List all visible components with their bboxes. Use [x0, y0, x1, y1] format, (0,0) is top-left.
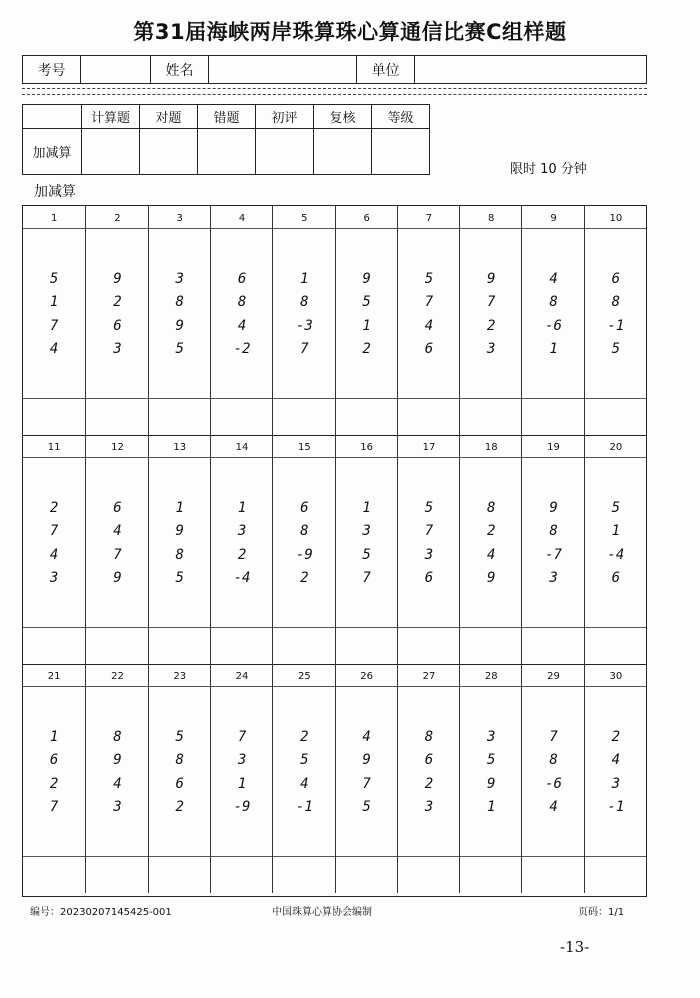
problem-digit: 2 [49, 500, 59, 516]
problem-digit: 8 [175, 547, 184, 563]
problem-digit: 8 [549, 752, 558, 768]
problem-number: 20 [609, 442, 623, 453]
score-table [22, 104, 430, 175]
problem-column [335, 435, 398, 664]
problem-digit: 7 [362, 776, 371, 792]
problem-digit: 2 [113, 294, 122, 310]
problem-digit: 8 [113, 729, 122, 745]
problem-digit: -4 [607, 547, 625, 563]
score-cell[interactable] [372, 129, 430, 175]
answer-cell[interactable] [149, 857, 211, 893]
score-header: 错题 [198, 105, 256, 129]
problem-digit: 1 [487, 799, 496, 815]
problem-digit: 6 [424, 752, 434, 768]
problem-column [272, 435, 335, 664]
problem-digit: 1 [49, 294, 59, 310]
problem-digit: 6 [113, 318, 122, 334]
problem-digit: 6 [424, 341, 434, 357]
score-header: 初评 [256, 105, 314, 129]
exam-no-label: 考号 [23, 56, 81, 83]
problem-digit: 4 [237, 318, 247, 334]
problem-digit: 7 [424, 523, 434, 539]
problem-digit: 1 [49, 729, 59, 745]
answer-cell[interactable] [336, 399, 398, 435]
problem-digit: 5 [487, 752, 496, 768]
footer-code: 编号：20230207145425-001 [30, 907, 172, 918]
problem-column [584, 435, 647, 664]
problem-number: 27 [422, 671, 436, 682]
problem-digit: 4 [49, 547, 59, 563]
problem-digit: -9 [233, 799, 251, 815]
problem-digit: 9 [549, 500, 558, 516]
problem-digit: 1 [237, 776, 247, 792]
footer-publisher: 中国珠算心算协会编制 [272, 907, 372, 918]
problem-number: 17 [422, 442, 436, 453]
problem-number: 14 [235, 442, 249, 453]
problem-digit: 2 [362, 341, 371, 357]
score-cell[interactable] [256, 129, 314, 175]
answer-cell[interactable] [86, 857, 148, 893]
problem-digit: 1 [175, 500, 184, 516]
problem-digit: 5 [362, 799, 371, 815]
problem-digit: 4 [113, 523, 122, 539]
problem-digit: 5 [611, 341, 621, 357]
problem-digit: 3 [611, 776, 621, 792]
problem-column [584, 664, 647, 893]
problem-digit: 3 [549, 570, 558, 586]
problem-digit: 3 [424, 799, 434, 815]
score-cell[interactable] [198, 129, 256, 175]
answer-cell[interactable] [585, 857, 647, 893]
score-cell[interactable] [82, 129, 140, 175]
answer-cell[interactable] [460, 628, 522, 664]
problem-digit: 5 [175, 729, 184, 745]
problem-digit: 9 [175, 523, 184, 539]
problem-digit: -3 [295, 318, 313, 334]
problem-number: 22 [111, 671, 124, 682]
problem-number: 13 [173, 442, 187, 453]
problem-digit: 3 [487, 341, 496, 357]
problem-digit: 8 [549, 294, 558, 310]
answer-cell[interactable] [522, 628, 584, 664]
score-cell[interactable] [314, 129, 372, 175]
problem-digit: -6 [545, 776, 562, 792]
problem-number: 12 [111, 442, 124, 453]
problem-digit: 3 [487, 729, 496, 745]
problem-digit: 7 [487, 294, 496, 310]
problem-digit: 6 [49, 752, 59, 768]
problem-digit: 9 [113, 271, 122, 287]
problem-column [459, 664, 522, 893]
problem-digit: 5 [424, 271, 434, 287]
problem-digit: 1 [300, 271, 309, 287]
problem-number: 19 [547, 442, 560, 453]
problem-number: 11 [47, 442, 61, 453]
page-title: 第31届海峡两岸珠算珠心算通信比赛C组样题 [133, 20, 567, 44]
answer-cell[interactable] [273, 857, 335, 893]
problem-digit: 8 [175, 752, 184, 768]
answer-cell[interactable] [149, 628, 211, 664]
problem-digit: 7 [424, 294, 434, 310]
problem-column [23, 206, 85, 435]
footer-page: 页码：1/1 [578, 907, 625, 918]
answer-cell[interactable] [336, 628, 398, 664]
problem-digit: 6 [237, 271, 247, 287]
score-header: 计算题 [82, 105, 140, 129]
problem-column [584, 206, 647, 435]
problem-digit: 9 [487, 776, 496, 792]
problem-digit: 1 [237, 500, 247, 516]
answer-cell[interactable] [273, 399, 335, 435]
problem-digit: 2 [49, 776, 59, 792]
problem-digit: 4 [611, 752, 621, 768]
time-limit: 限时 10 分钟 [510, 162, 587, 177]
problem-number: 26 [360, 671, 374, 682]
unit-field[interactable] [415, 56, 646, 83]
name-label: 姓名 [151, 56, 209, 83]
problem-column [23, 664, 85, 893]
problem-column [521, 206, 584, 435]
problem-column [210, 435, 273, 664]
problem-column [85, 664, 148, 893]
problem-block [23, 435, 646, 664]
problem-number: 28 [484, 671, 498, 682]
answer-cell[interactable] [149, 399, 211, 435]
problem-digit: 6 [113, 500, 122, 516]
problem-digit: 2 [487, 318, 496, 334]
problem-digit: 8 [300, 523, 309, 539]
problem-digit: 3 [424, 547, 434, 563]
problem-digit: 6 [175, 776, 184, 792]
problem-digit: 9 [175, 318, 184, 334]
answer-cell[interactable] [23, 399, 85, 435]
problem-digit: 4 [300, 776, 309, 792]
problem-digit: 3 [237, 752, 247, 768]
problem-digit: 7 [49, 523, 59, 539]
problem-column [148, 435, 211, 664]
problem-digit: 7 [237, 729, 247, 745]
problem-number: 7 [425, 213, 433, 224]
problem-digit: 6 [424, 570, 434, 586]
problem-number: 2 [114, 213, 121, 224]
problem-digit: 2 [487, 523, 496, 539]
problem-digit: 9 [113, 752, 122, 768]
score-header: 对题 [140, 105, 198, 129]
problem-column [23, 435, 85, 664]
problem-number: 23 [173, 671, 187, 682]
answer-cell[interactable] [398, 399, 460, 435]
problem-column [459, 206, 522, 435]
problem-digit: 2 [611, 729, 621, 745]
exam-no-field[interactable] [81, 56, 151, 83]
problem-digit: 4 [113, 776, 122, 792]
problem-block [23, 664, 646, 893]
problem-column [397, 206, 460, 435]
problem-digit: 8 [175, 294, 184, 310]
problem-digit: 5 [49, 271, 59, 287]
answer-cell[interactable] [86, 628, 148, 664]
problem-block [23, 206, 646, 435]
problem-digit: -9 [295, 547, 313, 563]
answer-cell[interactable] [211, 399, 273, 435]
problem-digit: 9 [113, 570, 122, 586]
problem-column [85, 206, 148, 435]
problem-digit: 6 [611, 570, 621, 586]
problem-column [397, 435, 460, 664]
problem-digit: 5 [424, 500, 434, 516]
problem-digit: 1 [549, 341, 558, 357]
problem-digit: 2 [175, 799, 184, 815]
problem-digit: -7 [545, 547, 562, 563]
problem-column [459, 435, 522, 664]
problem-digit: 6 [611, 271, 621, 287]
problem-digit: 2 [300, 570, 309, 586]
problem-digit: -1 [607, 318, 625, 334]
section-label: 加减算 [34, 184, 76, 200]
problem-digit: 4 [549, 799, 558, 815]
problem-digit: -4 [233, 570, 251, 586]
problem-digit: 4 [549, 271, 558, 287]
problem-column [397, 664, 460, 893]
problem-number: 6 [363, 213, 370, 224]
problem-digit: 8 [424, 729, 434, 745]
answer-cell[interactable] [585, 399, 647, 435]
problem-digit: 7 [549, 729, 558, 745]
problem-digit: 3 [113, 799, 122, 815]
problem-digit: -1 [295, 799, 313, 815]
problem-digit: 2 [424, 776, 434, 792]
problem-digit: 7 [49, 318, 59, 334]
score-header: 复核 [314, 105, 372, 129]
answer-cell[interactable] [336, 857, 398, 893]
problem-column [148, 664, 211, 893]
problem-column [85, 435, 148, 664]
problem-number: 5 [301, 213, 308, 224]
problem-number: 8 [488, 213, 495, 224]
problem-digit: 8 [237, 294, 247, 310]
problem-column [148, 206, 211, 435]
problem-number: 16 [360, 442, 374, 453]
problem-digit: 2 [300, 729, 309, 745]
problem-digit: 9 [362, 752, 371, 768]
problem-digit: 6 [300, 500, 309, 516]
problem-number: 30 [609, 671, 623, 682]
problem-digit: -6 [545, 318, 562, 334]
problem-column [521, 664, 584, 893]
divider-dashed-2 [22, 94, 647, 95]
problem-grid [22, 205, 647, 897]
answer-cell[interactable] [398, 628, 460, 664]
problem-number: 9 [550, 213, 557, 224]
problem-digit: 3 [113, 341, 122, 357]
problem-digit: 5 [362, 294, 371, 310]
score-cell[interactable] [140, 129, 198, 175]
problem-number: 24 [235, 671, 249, 682]
problem-digit: 9 [362, 271, 371, 287]
problem-number: 4 [238, 213, 246, 224]
problem-number: 3 [176, 213, 183, 224]
problem-number: 21 [47, 671, 61, 682]
problem-digit: 1 [362, 500, 371, 516]
problem-digit: 2 [237, 547, 247, 563]
answer-cell[interactable] [211, 857, 273, 893]
answer-cell[interactable] [460, 857, 522, 893]
answer-cell[interactable] [522, 857, 584, 893]
problem-digit: 8 [487, 500, 496, 516]
page-number: -13- [560, 938, 590, 956]
problem-digit: 8 [549, 523, 558, 539]
problem-digit: 5 [175, 570, 184, 586]
problem-digit: 9 [487, 271, 496, 287]
problem-digit: 7 [113, 547, 122, 563]
problem-column [272, 664, 335, 893]
divider-dashed-1 [22, 88, 647, 89]
problem-digit: 3 [362, 523, 371, 539]
problem-digit: 4 [49, 341, 59, 357]
answer-cell[interactable] [23, 857, 85, 893]
problem-digit: 5 [175, 341, 184, 357]
problem-digit: 3 [175, 271, 184, 287]
problem-digit: 4 [424, 318, 434, 334]
candidate-info-row [22, 55, 647, 84]
problem-column [272, 206, 335, 435]
problem-column [335, 664, 398, 893]
name-field[interactable] [209, 56, 357, 83]
problem-digit: -1 [607, 799, 625, 815]
problem-number: 15 [297, 442, 311, 453]
problem-digit: -2 [233, 341, 251, 357]
answer-cell[interactable] [398, 857, 460, 893]
answer-cell[interactable] [273, 628, 335, 664]
answer-cell[interactable] [460, 399, 522, 435]
problem-column [210, 206, 273, 435]
score-row-label: 加减算 [23, 129, 82, 175]
problem-digit: 7 [362, 570, 371, 586]
problem-digit: 3 [49, 570, 59, 586]
problem-column [335, 206, 398, 435]
problem-digit: 1 [362, 318, 371, 334]
answer-cell[interactable] [23, 628, 85, 664]
problem-number: 25 [297, 671, 311, 682]
unit-label: 单位 [357, 56, 415, 83]
problem-number: 29 [547, 671, 560, 682]
problem-column [521, 435, 584, 664]
problem-column [210, 664, 273, 893]
problem-digit: 5 [300, 752, 309, 768]
problem-digit: 7 [300, 341, 309, 357]
problem-digit: 1 [611, 523, 621, 539]
problem-digit: 5 [611, 500, 621, 516]
problem-digit: 4 [362, 729, 371, 745]
problem-digit: 8 [300, 294, 309, 310]
problem-digit: 4 [487, 547, 496, 563]
problem-digit: 8 [611, 294, 621, 310]
problem-digit: 3 [237, 523, 247, 539]
answer-cell[interactable] [211, 628, 273, 664]
answer-cell[interactable] [86, 399, 148, 435]
problem-digit: 7 [49, 799, 59, 815]
score-header: 等级 [372, 105, 430, 129]
problem-number: 1 [50, 213, 58, 224]
problem-number: 10 [609, 213, 623, 224]
problem-digit: 5 [362, 547, 371, 563]
problem-number: 18 [484, 442, 498, 453]
answer-cell[interactable] [522, 399, 584, 435]
answer-cell[interactable] [585, 628, 647, 664]
problem-digit: 9 [487, 570, 496, 586]
